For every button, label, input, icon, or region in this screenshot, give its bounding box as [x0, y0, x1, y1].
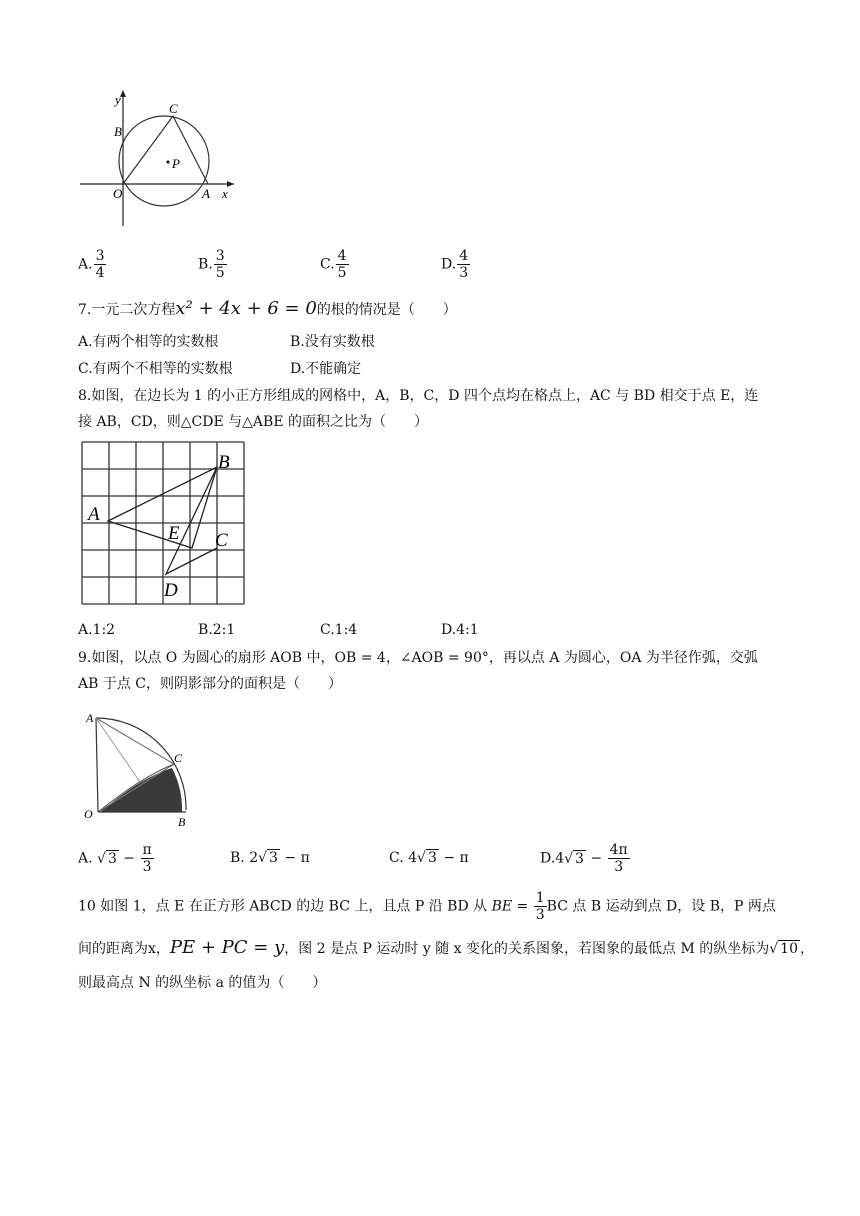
q9-sector-figure — [80, 708, 200, 832]
q6-figure — [76, 86, 246, 232]
q10-stem-line1: 10 如图 1，点 E 在正方形 ABCD 的边 BC 上，且点 P 沿 BD 从 BE = $\frac{1}{3}$ BC 点 B 运动到点 D，设 B，P 两点 — [78, 890, 776, 923]
q9-option-b: B. 2√ 3 − π — [230, 850, 310, 866]
shaded-region — [100, 768, 182, 812]
q8-option-b: B.2:1 — [198, 622, 236, 638]
label-a: A — [86, 711, 94, 725]
segment-oa — [96, 718, 98, 812]
label-o: O — [84, 807, 93, 821]
q9-stem-line1: 9.如图，以点 O 为圆心的扇形 AOB 中，OB = 4，∠AOB = 90°，再以点 A 为圆心，OA 为半径作弧，交弧 — [78, 650, 758, 666]
label-a: A — [202, 186, 210, 201]
aux-line — [96, 718, 140, 782]
q7-option-c: C.有两个不相等的实数根 — [78, 361, 233, 377]
label-c: C — [215, 530, 228, 551]
label-e: E — [168, 523, 180, 544]
label-x: x — [222, 186, 228, 201]
q7-option-b: B.没有实数根 — [290, 334, 375, 350]
q7-option-d: D.不能确定 — [290, 361, 362, 377]
q9-option-d: D.4√ 3 − $\frac{4\pi}{3}$ — [540, 842, 628, 875]
q8-option-c: C.1:4 — [320, 622, 358, 638]
q6-option-a: A. $\frac{3}{4}$ — [78, 248, 105, 281]
q8-option-d: D.4:1 — [441, 622, 479, 638]
q9-stem-line2: AB 于点 C，则阴影部分的面积是（ ） — [78, 676, 343, 692]
q9-option-a: A. √ 3 − $\frac{\pi}{3}$ — [78, 842, 152, 875]
q10-stem-line3: 则最高点 N 的纵坐标 a 的值为（ ） — [78, 975, 327, 991]
label-b: B — [114, 124, 122, 139]
x-axis-arrow — [227, 181, 234, 187]
q8-stem-line2: 接 AB，CD，则△CDE 与△ABE 的面积之比为（ ） — [78, 414, 428, 430]
q7-option-a: A.有两个相等的实数根 — [78, 334, 219, 350]
point-p — [166, 160, 169, 163]
segment-ac — [96, 718, 174, 764]
label-b: B — [178, 815, 186, 829]
q6-option-d: D. $\frac{4}{3}$ — [441, 248, 469, 281]
y-axis-arrow — [120, 90, 126, 97]
label-p: P — [172, 156, 180, 171]
label-a: A — [88, 504, 100, 525]
q6-option-c: C. $\frac{4}{5}$ — [320, 248, 347, 281]
label-b: B — [218, 452, 230, 473]
label-c: C — [169, 101, 178, 116]
label-d: D — [164, 580, 178, 601]
q8-stem-line1: 8.如图，在边长为 1 的小正方形组成的网格中，A，B，C，D 四个点均在格点上，AC 与 BD 相交于点 E，连 — [78, 388, 759, 404]
label-y: y — [115, 92, 121, 107]
label-c: C — [174, 751, 183, 765]
q7-stem: 7.一元二次方程x² + 4x + 6 = 0的根的情况是（ ） — [78, 298, 457, 319]
q6-option-b: B. $\frac{3}{5}$ — [198, 248, 225, 281]
label-o: O — [113, 186, 123, 201]
q9-option-c: C. 4√ 3 − π — [389, 850, 469, 866]
q10-stem-line2: 间的距离为x，PE + PC = y，图 2 是点 P 运动时 y 随 x 变化的关系图象，若图象的最低点 M 的纵坐标为√ 10 ， — [78, 937, 814, 958]
q8-grid-figure — [80, 440, 250, 606]
q8-option-a: A.1:2 — [78, 622, 116, 638]
segment-bd — [166, 467, 217, 574]
